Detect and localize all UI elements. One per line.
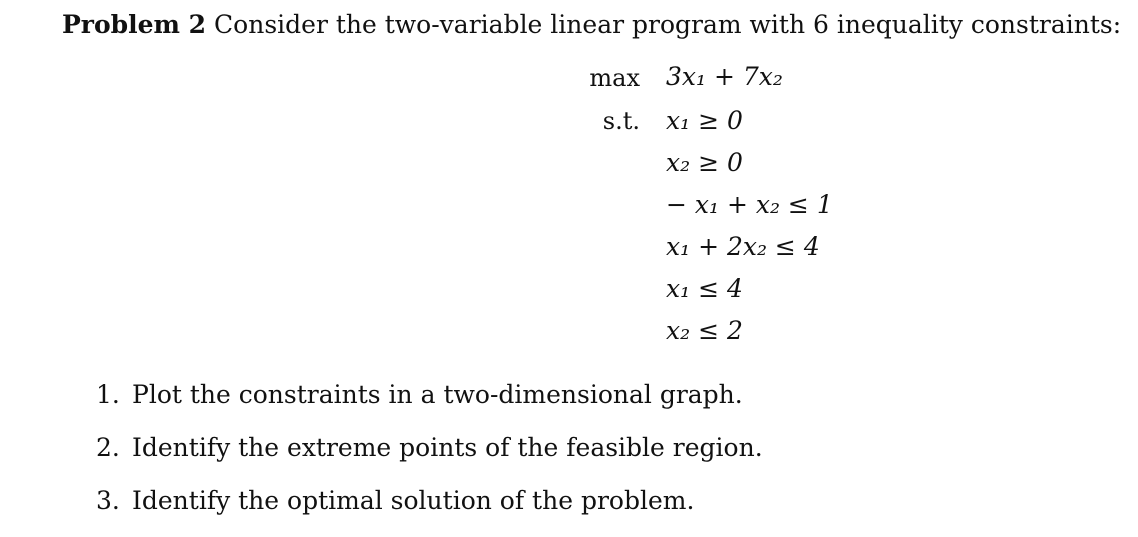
objective-keyword: max: [589, 64, 640, 92]
constraint-row: x₂ ≤ 2: [666, 316, 743, 345]
constraint-row: x₁ + 2x₂ ≤ 4: [666, 232, 820, 261]
task-list: [96, 378, 763, 537]
task-number: 2.: [96, 433, 120, 462]
task-item: [96, 378, 763, 431]
constraint-row: x₂ ≥ 0: [666, 148, 743, 177]
task-item: [96, 431, 763, 484]
problem-label: Problem 2: [62, 10, 207, 39]
constraint-row: − x₁ + x₂ ≤ 1: [666, 190, 833, 219]
objective-function: 3x₁ + 7x₂: [666, 62, 783, 91]
constraint-row: x₁ ≥ 0: [666, 106, 743, 135]
task-item: [96, 484, 763, 537]
task-number: 1.: [96, 380, 120, 409]
constraint-keyword: s.t.: [602, 107, 640, 135]
constraint-row: x₁ ≤ 4: [666, 274, 743, 303]
task-text: Identify the optimal solution of the problem.: [132, 486, 695, 515]
problem-intro: Consider the two-variable linear program with 6 inequality constraints:: [214, 10, 1122, 39]
task-text: Identify the extreme points of the feasible region.: [132, 433, 763, 462]
task-number: 3.: [96, 486, 120, 515]
task-text: Plot the constraints in a two-dimensional graph.: [132, 380, 743, 409]
